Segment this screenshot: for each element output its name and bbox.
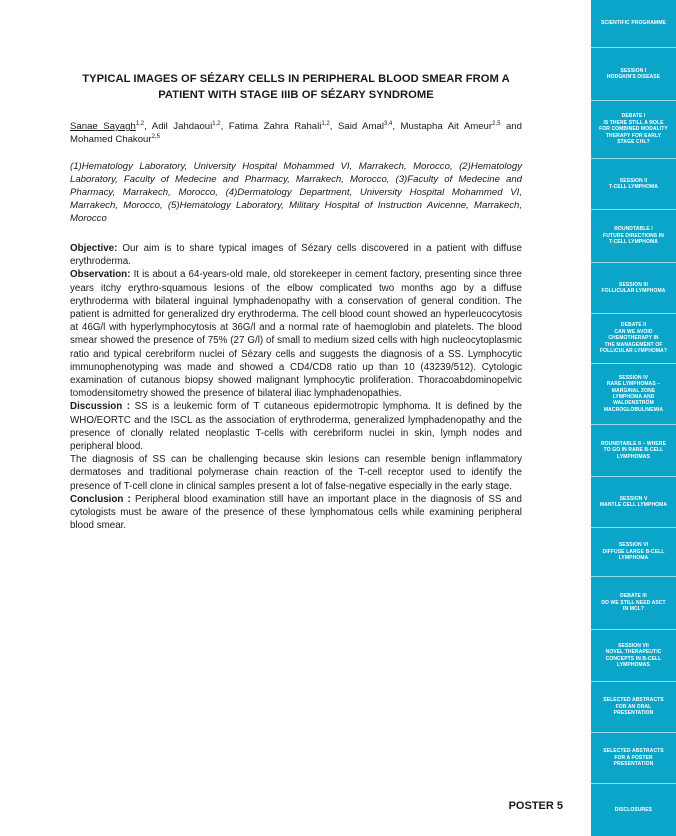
paper-title bbox=[70, 71, 522, 103]
author-name: Fatima Zahra Rahali bbox=[228, 121, 322, 132]
sidebar-item-debate-3[interactable] bbox=[591, 577, 676, 630]
author-sep: , bbox=[392, 121, 401, 132]
sidebar-item-label: ROUNDTABLE II – WHERE TO GO IN RARE B-CELL LYMPHOMAS bbox=[600, 440, 667, 460]
sidebar-item-label: SCIENTIFIC PROGRAMME bbox=[601, 20, 666, 27]
sidebar-item-label: SESSION V MANTLE CELL LYMPHOMA bbox=[599, 495, 668, 508]
author-name: Adil Jahdaoui bbox=[151, 121, 213, 132]
sidebar-item-disclosures[interactable] bbox=[591, 784, 676, 836]
author-affil-sup: 3,4 bbox=[384, 120, 393, 127]
sidebar-item-session-3[interactable] bbox=[591, 263, 676, 314]
objective-text: Our aim is to share typical images of Sézary cells discovered in a patient with diffuse erythroderma. bbox=[70, 243, 522, 268]
poster-number-label: POSTER 5 bbox=[508, 800, 563, 812]
sidebar-item-label: SELECTED ABSTRACTS FOR A POSTER PRESENTATION bbox=[603, 748, 664, 768]
observation-paragraph bbox=[70, 268, 522, 400]
sidebar-item-label: SESSION VII NOVEL THERAPEUTIC CONCEPTS IN B-CELL LYMPHOMAS bbox=[605, 642, 662, 668]
sidebar-item-label: SESSION VI DIFFUSE LARGE B-CELL LYMPHOMA bbox=[602, 542, 665, 562]
sidebar-item-label: SESSION III FOLLICULAR LYMPHOMA bbox=[601, 281, 666, 294]
section-sidebar bbox=[591, 0, 676, 836]
author-affil-sup: 2,5 bbox=[492, 120, 501, 127]
sidebar-item-session-1[interactable] bbox=[591, 48, 676, 101]
abstract-body bbox=[70, 242, 522, 532]
author-sep: , bbox=[220, 121, 229, 132]
author-name: Sanae Sayagh bbox=[70, 121, 136, 132]
paper-content bbox=[70, 0, 522, 836]
sidebar-item-label: ROUNDTABLE I FUTURE DIRECTIONS IN T-CELL LYMPHOMA bbox=[603, 226, 664, 246]
sidebar-item-label: DEBATE II CAN WE AVOID CHEMOTHERAPY IN THE MANAGEMENT OF FOLLICULAR LYMPHOMA? bbox=[599, 322, 668, 355]
sidebar-item-label: SELECTED ABSTRACTS FOR AN ORAL PRESENTATION bbox=[603, 697, 664, 717]
discussion-label: Discussion : bbox=[70, 401, 131, 413]
discussion-paragraph bbox=[70, 400, 522, 453]
sidebar-item-session-2[interactable] bbox=[591, 159, 676, 210]
sidebar-item-debate-2[interactable] bbox=[591, 314, 676, 364]
title-line-2: PATIENT WITH STAGE IIIB OF SÉZARY SYNDROME bbox=[158, 89, 434, 101]
objective-paragraph bbox=[70, 242, 522, 268]
sidebar-item-debate-1[interactable] bbox=[591, 101, 676, 159]
sidebar-item-session-7[interactable] bbox=[591, 630, 676, 682]
sidebar-item-session-5[interactable] bbox=[591, 477, 676, 528]
author-list bbox=[70, 120, 522, 146]
sidebar-item-session-6[interactable] bbox=[591, 528, 676, 577]
author-name: Said Amal bbox=[337, 121, 384, 132]
sidebar-item-label: SESSION I HODGKIN'S DISEASE bbox=[606, 67, 661, 80]
sidebar-item-roundtable-1[interactable] bbox=[591, 210, 676, 263]
observation-text: It is about a 64-years-old male, old storekeeper in cement factory, presenting since three years itchy erythro-squamous lesions of the elbow complicated two months ago by a diffuse erythroderma with bilateral inguinal lymphadenopathy with a conservation of general condition. The patient is admitted for generalized dry erythroderma. The cell blood count showed an hyperleucocytosis at 46G/l with hyperlymphocytosis at 36G/l and a normal rate of haemoglobin and platelets. The blood smear showed the presence of 75% (27 G/l) of small to medium sized cells with high nucleocytoplasmic ratio and typical cerebriform nuclei of Sézary cells and suggests the diagnosis of a SS. Lymphocytic immunophenotyping was made and showed a CD4/CD8 ratio up than 10 (43239/512). Cytologic examination of cutanous biopsy showed malignant lymphocytic proliferation. Thoracoabdominopelvic tomodensitometry showed the presence of bilateral iliac lymphadenopathies. bbox=[70, 269, 522, 400]
author-name: Mohamed Chakour bbox=[70, 134, 152, 145]
author-sep: , bbox=[329, 121, 338, 132]
sidebar-item-label: DEBATE I IS THERE STILL A ROLE FOR COMBINED MODALITY THERAPY FOR EARLY STAGE CHL? bbox=[599, 113, 668, 146]
author-affil-sup: 1,2 bbox=[135, 120, 145, 127]
author-name: Mustapha Ait Ameur bbox=[400, 121, 493, 132]
author-affil-sup: 2,5 bbox=[151, 133, 160, 140]
objective-label: Objective: bbox=[70, 243, 118, 254]
conclusion-text: Peripheral blood examination still have an important place in the diagnosis of SS and cytologists must be aware of the presence of these lymphomatous cells while examining peripheral blood smear. bbox=[70, 493, 522, 532]
conclusion-paragraph bbox=[70, 493, 522, 533]
sidebar-item-label: DISCLOSURES bbox=[614, 806, 653, 813]
sidebar-item-session-4[interactable] bbox=[591, 364, 676, 425]
sidebar-item-scientific-programme[interactable] bbox=[591, 0, 676, 48]
sidebar-item-label: SESSION II T-CELL LYMPHOMA bbox=[608, 177, 658, 190]
title-line-1: TYPICAL IMAGES OF SÉZARY CELLS IN PERIPHERAL BLOOD SMEAR FROM A bbox=[82, 73, 510, 85]
conclusion-label: Conclusion : bbox=[70, 493, 131, 505]
sidebar-item-roundtable-2[interactable] bbox=[591, 425, 676, 477]
author-sep: , bbox=[144, 121, 152, 132]
affiliations: (1)Hematology Laboratory, University Hospital Mohammed VI, Marrakech, Morocco, (2)Hematology Laboratory, Faculty of Medecine and Pharmacy, Marrakech, Morocco, (3)Faculty of Medecine and Pharmacy, Marrakech, Morocco, (4)Dermatology Department, University Hospital Mohammed VI, Marrakech, Morocco, (5)Hematology Laboratory, Military Hospital of Instruction Avicenne, Marrakech, Morocco bbox=[70, 161, 522, 224]
observation-label: Observation: bbox=[70, 269, 131, 281]
author-sep: and bbox=[500, 121, 522, 132]
discussion-text: SS is a leukemic form of T cutaneous epidermotropic lymphoma. It is defined by the WHO/EORTC and the ISCL as the association of erythroderma, generalized lymphadenopathy and the presence of clonally related neoplastic T-cells with cerebriform nuclei in skin, lymph nodes and peripheral blood. bbox=[70, 401, 522, 453]
discussion-paragraph-2: The diagnosis of SS can be challenging because skin lesions can resemble benign inflammatory dermatoses and traditional polymerase chain reaction of the T-cell receptor used to identify the presence of T-cell clone in clinical samples present a lot of false-negative especially in the early stage. bbox=[70, 454, 522, 492]
author-affil-sup: 1,2 bbox=[321, 120, 330, 127]
author-affil-sup: 1,2 bbox=[212, 120, 221, 127]
sidebar-item-poster-abstracts[interactable] bbox=[591, 733, 676, 784]
sidebar-item-label: DEBATE III DO WE STILL NEED ASCT IN MCL? bbox=[601, 593, 666, 613]
sidebar-item-label: SESSION IV RARE LYMPHOMAS – MARGINAL ZONE LYMPHOMA AND WALDENSTRÖM MACROGLOBULINEMIA bbox=[603, 374, 664, 413]
sidebar-item-oral-abstracts[interactable] bbox=[591, 682, 676, 733]
